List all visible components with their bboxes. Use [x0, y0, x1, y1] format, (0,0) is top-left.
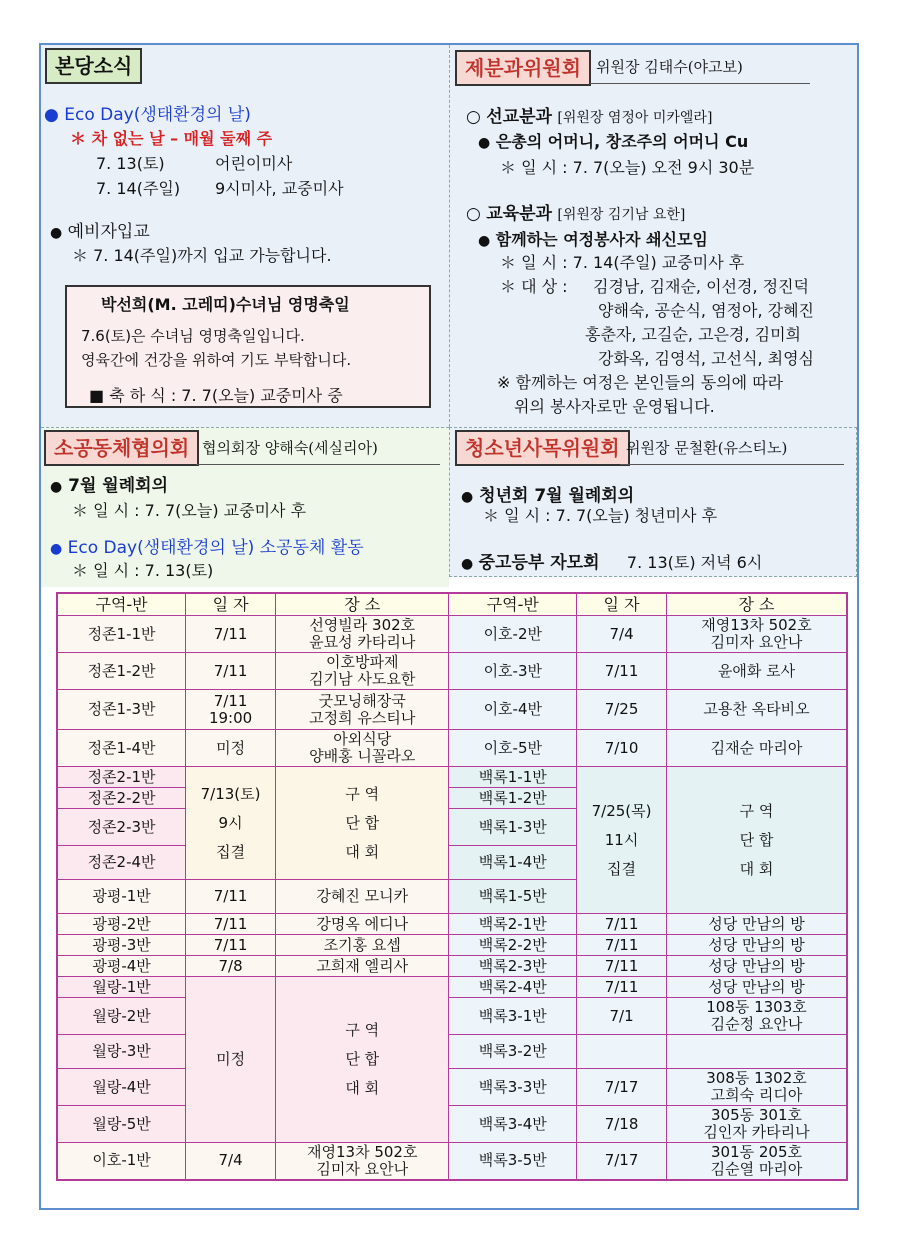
table-row — [57, 914, 847, 935]
district-cell: 이호-5반 — [449, 730, 577, 767]
circle-icon: ○ — [466, 107, 481, 127]
education-note-line1: ※ 함께하는 여정은 본인들의 동의에 따라 — [497, 373, 784, 392]
date-cell: 7/11 — [186, 914, 276, 935]
district-cell: 이호-3반 — [449, 653, 577, 690]
district-schedule-table — [56, 592, 848, 1181]
place-cell: 선영빌라 302호 윤묘성 카타리나 — [276, 616, 449, 653]
committee-header: 제분과위원회 — [455, 50, 591, 86]
education-title: 교육분과 — [486, 204, 552, 224]
monthly-meeting-time: ＊ 일 시 : 7. 7(오늘) 교중미사 후 — [72, 501, 307, 520]
table-row — [57, 767, 847, 788]
table-row — [57, 998, 847, 1035]
date-cell: 7/8 — [186, 956, 276, 977]
district-cell: 백록1-4반 — [449, 846, 577, 880]
district-cell: 정존1-4반 — [57, 730, 186, 767]
district-cell: 백록3-5반 — [449, 1143, 577, 1180]
date-cell: 7/11 — [186, 935, 276, 956]
eco-line1-date: 7. 13(토) — [96, 154, 165, 173]
district-cell: 월랑-3반 — [57, 1035, 186, 1069]
bullet-icon: ● — [44, 105, 59, 125]
date-cell: 7/1 — [577, 998, 667, 1035]
district-cell: 백록2-2반 — [449, 935, 577, 956]
date-cell: 미정 — [186, 730, 276, 767]
circle-icon: ○ — [466, 204, 481, 224]
eco-day-subtitle: ＊ 차 없는 날 – 매월 둘째 주 — [70, 129, 273, 148]
bullet-icon: ● — [50, 225, 63, 241]
catechumen-item — [50, 217, 150, 242]
date-cell: 7/18 — [577, 1106, 667, 1143]
place-cell: 이호방파제 김기남 사도요한 — [276, 653, 449, 690]
date-cell: 7/11 — [186, 653, 276, 690]
bullet-icon: ● — [478, 233, 491, 249]
district-cell: 월랑-4반 — [57, 1069, 186, 1106]
place-cell: 성당 만남의 방 — [666, 977, 847, 998]
youth-underline — [620, 464, 844, 465]
district-cell: 정존1-2반 — [57, 653, 186, 690]
education-target-label: ＊ 대 상 : — [500, 277, 568, 296]
district-cell: 백록3-2반 — [449, 1035, 577, 1069]
education-item-text: 함께하는 여정봉사자 쇄신모임 — [495, 230, 708, 249]
small-community-underline — [196, 464, 440, 465]
place-cell: 108동 1303호 김순정 요안나 — [666, 998, 847, 1035]
education-target-line1: 김경남, 김재순, 이선경, 정진덕 — [593, 277, 809, 296]
feast-day-line3: ■ 축 하 식 : 7. 7(오늘) 교중미사 중 — [89, 386, 343, 405]
district-cell: 백록3-1반 — [449, 998, 577, 1035]
eco-community-item — [50, 533, 364, 558]
column-header: 일 자 — [186, 593, 276, 616]
district-cell: 이호-2반 — [449, 616, 577, 653]
table-row — [57, 616, 847, 653]
eco-line2-mass: 9시미사, 교중미사 — [215, 179, 344, 198]
district-cell: 월랑-2반 — [57, 998, 186, 1035]
district-cell: 광평-4반 — [57, 956, 186, 977]
education-target-line3: 홍춘자, 고길순, 고은경, 김미희 — [585, 325, 801, 344]
committee-underline — [590, 83, 810, 84]
feast-day-title: 박선희(M. 고레띠)수녀님 영명축일 — [101, 295, 350, 314]
education-section — [466, 199, 685, 224]
column-header: 장 소 — [276, 593, 449, 616]
district-cell: 정존2-4반 — [57, 846, 186, 880]
table-row — [57, 956, 847, 977]
mission-item — [478, 129, 748, 152]
small-community-chair: 협의회장 양해숙(세실리아) — [202, 439, 378, 457]
column-header: 구역-반 — [449, 593, 577, 616]
bullet-icon: ● — [50, 541, 63, 557]
education-note-line2: 위의 봉사자로만 운영됩니다. — [514, 397, 715, 416]
place-cell: 강명옥 에디나 — [276, 914, 449, 935]
date-cell: 7/11 — [186, 616, 276, 653]
date-cell: 7/11 — [577, 653, 667, 690]
place-cell: 305동 301호 김인자 카타리나 — [666, 1106, 847, 1143]
column-header: 일 자 — [577, 593, 667, 616]
district-cell: 정존1-3반 — [57, 690, 186, 730]
place-cell: 고희재 엘리사 — [276, 956, 449, 977]
eco-day-item — [44, 100, 251, 125]
district-cell: 백록1-2반 — [449, 788, 577, 809]
parents-title: 중고등부 자모회 — [478, 553, 600, 573]
place-cell: 308동 1302호 고희숙 리디아 — [666, 1069, 847, 1106]
date-cell: 7/17 — [577, 1069, 667, 1106]
place-cell: 성당 만남의 방 — [666, 956, 847, 977]
place-cell: 재영13차 502호 김미자 요안나 — [276, 1143, 449, 1180]
eco-community-time: ＊ 일 시 : 7. 13(토) — [72, 561, 214, 580]
parents-item — [461, 548, 762, 573]
district-cell: 백록2-4반 — [449, 977, 577, 998]
district-cell: 백록1-5반 — [449, 880, 577, 914]
place-cell: 굿모닝해장국 고정희 유스티나 — [276, 690, 449, 730]
place-cell: 구 역 단 합 대 회 — [276, 767, 449, 880]
youth-meeting-title: 청년회 7월 월례회의 — [479, 486, 635, 506]
place-cell: 아외식당 양배홍 니꼴라오 — [276, 730, 449, 767]
education-chair: [위원장 김기남 요한] — [557, 207, 686, 223]
table-row — [57, 653, 847, 690]
mission-chair: [위원장 염정아 미카엘라] — [557, 110, 713, 126]
eco-line1-mass: 어린이미사 — [215, 154, 293, 173]
education-item — [478, 227, 708, 250]
mission-item-text: 은총의 어머니, 창조주의 어머니 Cu — [495, 132, 749, 151]
place-cell — [666, 1035, 847, 1069]
eco-community-title: Eco Day(생태환경의 날) 소공동체 활동 — [67, 538, 364, 558]
column-header: 구역-반 — [57, 593, 186, 616]
table-row — [57, 1035, 847, 1069]
date-cell: 7/25(목) 11시 집결 — [577, 767, 667, 914]
column-header: 장 소 — [666, 593, 847, 616]
main-news-header: 본당소식 — [45, 48, 142, 84]
feast-day-line1: 7.6(토)은 수녀님 영명축일입니다. — [81, 327, 305, 345]
place-cell: 성당 만남의 방 — [666, 914, 847, 935]
table-row — [57, 730, 847, 767]
district-cell: 광평-3반 — [57, 935, 186, 956]
place-cell: 구 역 단 합 대 회 — [276, 977, 449, 1143]
date-cell: 7/17 — [577, 1143, 667, 1180]
district-cell: 백록3-4반 — [449, 1106, 577, 1143]
date-cell: 미정 — [186, 977, 276, 1143]
district-cell: 백록1-3반 — [449, 809, 577, 846]
eco-line2-date: 7. 14(주일) — [96, 179, 181, 198]
district-cell: 월랑-5반 — [57, 1106, 186, 1143]
feast-day-line2: 영육간에 건강을 위하여 기도 부탁합니다. — [81, 351, 352, 369]
table-header-row — [57, 593, 847, 616]
table-row — [57, 935, 847, 956]
place-cell: 윤애화 로사 — [666, 653, 847, 690]
parents-time: 7. 13(토) 저녁 6시 — [626, 553, 763, 572]
district-cell: 월랑-1반 — [57, 977, 186, 998]
monthly-meeting-item — [50, 471, 168, 496]
date-cell: 7/11 — [577, 914, 667, 935]
date-cell: 7/11 — [577, 956, 667, 977]
district-cell: 광평-1반 — [57, 880, 186, 914]
youth-meeting-time: ＊ 일 시 : 7. 7(오늘) 청년미사 후 — [483, 506, 718, 525]
table-row — [57, 977, 847, 998]
date-cell: 7/11 19:00 — [186, 690, 276, 730]
date-cell: 7/4 — [577, 616, 667, 653]
district-cell: 백록1-1반 — [449, 767, 577, 788]
district-cell: 정존1-1반 — [57, 616, 186, 653]
table-row — [57, 690, 847, 730]
date-cell: 7/4 — [186, 1143, 276, 1180]
eco-day-title: Eco Day(생태환경의 날) — [64, 105, 251, 125]
education-time: ＊ 일 시 : 7. 14(주일) 교중미사 후 — [500, 253, 745, 272]
mission-time: ＊ 일 시 : 7. 7(오늘) 오전 9시 30분 — [500, 158, 755, 177]
district-cell: 백록3-3반 — [449, 1069, 577, 1106]
place-cell: 김재순 마리아 — [666, 730, 847, 767]
bullet-icon: ● — [461, 556, 474, 572]
district-cell: 광평-2반 — [57, 914, 186, 935]
date-cell — [577, 1035, 667, 1069]
youth-header: 청소년사목위원회 — [455, 430, 630, 466]
date-cell: 7/11 — [577, 977, 667, 998]
bullet-icon: ● — [50, 479, 63, 495]
bullet-icon: ● — [478, 135, 491, 151]
date-cell: 7/10 — [577, 730, 667, 767]
district-cell: 이호-1반 — [57, 1143, 186, 1180]
education-target-line2: 양해숙, 공순식, 염정아, 강혜진 — [598, 301, 814, 320]
date-cell: 7/13(토) 9시 집결 — [186, 767, 276, 880]
table-row — [57, 1106, 847, 1143]
place-cell: 강혜진 모니카 — [276, 880, 449, 914]
committee-chair: 위원장 김태수(야고보) — [596, 58, 743, 76]
bullet-icon: ● — [461, 489, 474, 505]
youth-chair: 위원장 문철환(유스티노) — [626, 439, 788, 457]
date-cell: 7/25 — [577, 690, 667, 730]
district-cell: 백록2-1반 — [449, 914, 577, 935]
catechumen-title: 예비자입교 — [67, 222, 150, 242]
date-cell: 7/11 — [577, 935, 667, 956]
table-row — [57, 1143, 847, 1180]
place-cell: 성당 만남의 방 — [666, 935, 847, 956]
place-cell: 고용찬 옥타비오 — [666, 690, 847, 730]
place-cell: 구 역 단 합 대 회 — [666, 767, 847, 914]
place-cell: 301동 205호 김순열 마리아 — [666, 1143, 847, 1180]
district-cell: 정존2-1반 — [57, 767, 186, 788]
district-cell: 정존2-2반 — [57, 788, 186, 809]
district-cell: 이호-4반 — [449, 690, 577, 730]
district-cell: 백록2-3반 — [449, 956, 577, 977]
table-row — [57, 1069, 847, 1106]
mission-section — [466, 102, 712, 127]
district-cell: 정존2-3반 — [57, 809, 186, 846]
mission-title: 선교분과 — [486, 107, 552, 127]
monthly-meeting-title: 7월 월례회의 — [68, 476, 168, 496]
date-cell: 7/11 — [186, 880, 276, 914]
place-cell: 재영13차 502호 김미자 요안나 — [666, 616, 847, 653]
small-community-header: 소공동체협의회 — [44, 430, 199, 466]
education-target-line4: 강화옥, 김영석, 고선식, 최영심 — [598, 349, 814, 368]
place-cell: 조기홍 요셉 — [276, 935, 449, 956]
catechumen-detail: ＊ 7. 14(주일)까지 입교 가능합니다. — [72, 246, 332, 265]
feast-day-box — [65, 285, 431, 408]
